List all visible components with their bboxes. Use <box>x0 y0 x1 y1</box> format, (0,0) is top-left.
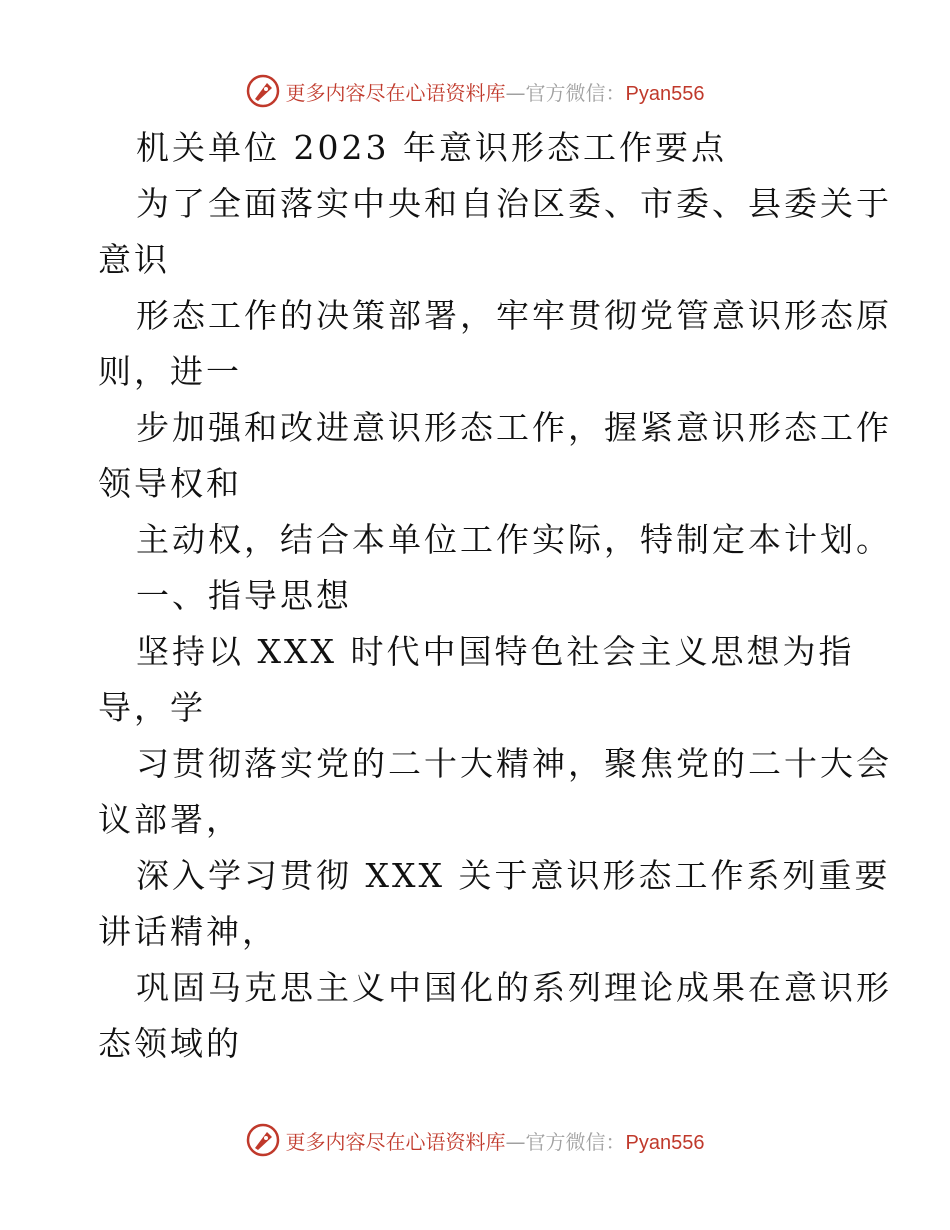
paragraph-line: 意识 <box>98 240 170 279</box>
watermark-handle: Pyan556 <box>625 1131 705 1154</box>
header-watermark-banner <box>0 71 950 111</box>
paragraph-line: 态领域的 <box>98 1024 242 1063</box>
paragraph-line: 议部署， <box>98 800 242 839</box>
paragraph-line: 步加强和改进意识形态工作，握紧意识形态工作 <box>136 408 892 447</box>
paragraph-line: 巩固马克思主义中国化的系列理论成果在意识形 <box>136 968 892 1007</box>
paragraph-line: 领导权和 <box>98 464 242 503</box>
watermark-text <box>286 1126 705 1155</box>
document-title: 机关单位 2023 年意识形态工作要点 <box>136 128 727 167</box>
paragraph-line: 则，进一 <box>98 352 242 391</box>
pen-nib-icon <box>246 1123 280 1157</box>
paragraph-line: 习贯彻落实党的二十大精神，聚焦党的二十大会 <box>136 744 892 783</box>
paragraph-line: 形态工作的决策部署，牢牢贯彻党管意识形态原 <box>136 296 892 335</box>
document-body <box>98 120 892 1072</box>
paragraph-line: 讲话精神， <box>98 912 278 951</box>
paragraph-line: 坚持以 XXX 时代中国特色社会主义思想为指 <box>136 632 855 671</box>
watermark-separator: — <box>505 1129 526 1154</box>
paragraph-line: 深入学习贯彻 XXX 关于意识形态工作系列重要 <box>136 856 891 895</box>
section-heading: 一、指导思想 <box>136 576 352 615</box>
watermark-separator: — <box>505 80 526 105</box>
watermark-wechat-label: 官方微信： <box>525 1129 626 1154</box>
paragraph-line: 主动权，结合本单位工作实际，特制定本计划。 <box>136 520 892 559</box>
watermark-site: 更多内容尽在心语资料库 <box>285 1129 506 1154</box>
paragraph-line: 为了全面落实中央和自治区委、市委、县委关于 <box>136 184 892 223</box>
pen-nib-icon <box>246 74 280 108</box>
watermark-site: 更多内容尽在心语资料库 <box>285 80 506 105</box>
footer-watermark-banner <box>0 1120 950 1160</box>
paragraph-line: 导，学 <box>98 688 206 727</box>
watermark-handle: Pyan556 <box>625 82 705 105</box>
watermark-text <box>286 77 705 106</box>
watermark-wechat-label: 官方微信： <box>525 80 626 105</box>
